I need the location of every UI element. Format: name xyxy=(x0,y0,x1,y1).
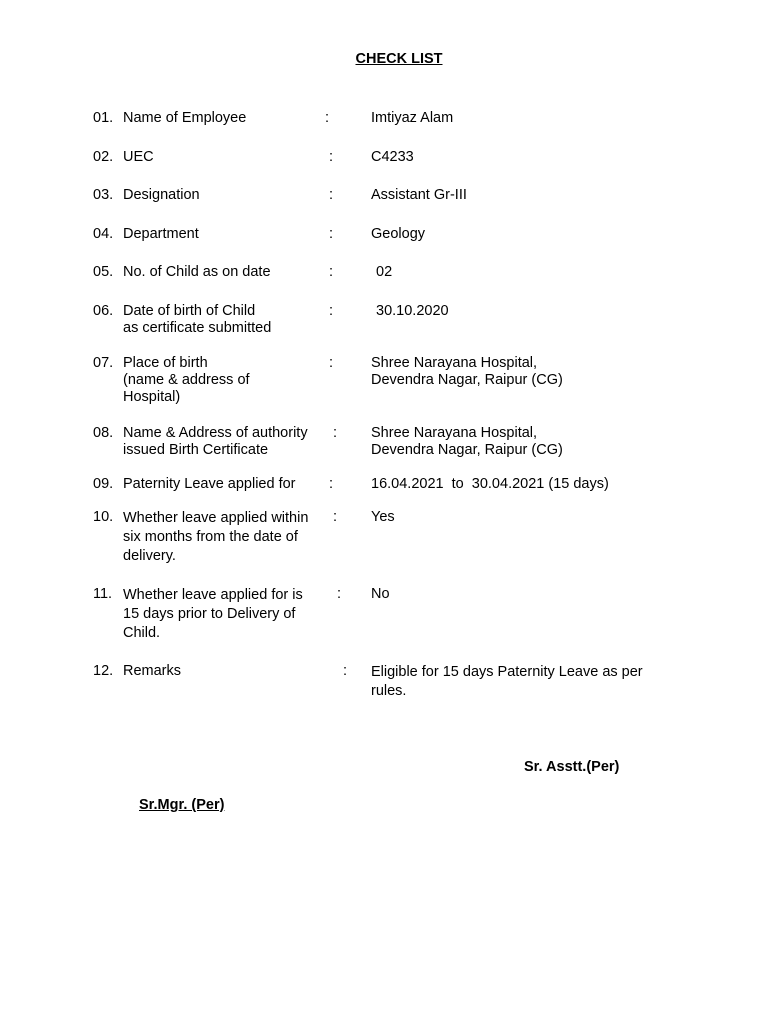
item-colon: : xyxy=(337,586,342,602)
item-label: No. of Child as on date xyxy=(123,264,271,280)
item-value: Eligible for 15 days Paternity Leave as per rules. xyxy=(371,664,643,699)
item-value: 16.04.2021 to 30.04.2021 (15 days) xyxy=(371,476,609,492)
item-colon: : xyxy=(329,264,334,280)
item-number: 06. xyxy=(93,303,114,319)
item-number: 04. xyxy=(93,226,114,242)
item-colon: : xyxy=(333,425,338,441)
item-number: 10. xyxy=(93,509,114,525)
item-colon: : xyxy=(329,355,334,371)
item-value: 30.10.2020 xyxy=(376,303,449,319)
item-colon: : xyxy=(333,509,338,525)
item-label: Designation xyxy=(123,187,200,203)
item-label: Place of birth (name & address of Hospital) xyxy=(123,355,250,405)
item-colon: : xyxy=(329,149,334,165)
page-title: CHECK LIST xyxy=(355,51,443,67)
signature-sr-asstt: Sr. Asstt.(Per) xyxy=(524,759,620,775)
item-colon: : xyxy=(343,663,348,679)
item-label: Name & Address of authority issued Birth Certificate xyxy=(123,425,308,458)
item-number: 08. xyxy=(93,425,114,441)
item-number: 09. xyxy=(93,476,114,492)
item-number: 07. xyxy=(93,355,114,371)
item-number: 02. xyxy=(93,149,114,165)
item-label: Remarks xyxy=(123,663,182,679)
item-label: Whether leave applied within six months from the date of delivery. xyxy=(123,510,309,564)
item-colon: : xyxy=(329,226,334,242)
item-value: C4233 xyxy=(371,149,414,165)
item-colon: : xyxy=(329,303,334,319)
item-label: Date of birth of Child as certificate submitted xyxy=(123,303,272,336)
item-number: 01. xyxy=(93,110,114,126)
item-value: Imtiyaz Alam xyxy=(371,110,454,126)
item-colon: : xyxy=(329,476,334,492)
item-label: Department xyxy=(123,226,199,242)
item-number: 12. xyxy=(93,663,114,679)
item-value: Shree Narayana Hospital, Devendra Nagar, Raipur (CG) xyxy=(371,355,563,388)
item-label: Paternity Leave applied for xyxy=(123,476,296,492)
item-value: Shree Narayana Hospital, Devendra Nagar, Raipur (CG) xyxy=(371,425,563,458)
item-label: Whether leave applied for is 15 days prior to Delivery of Child. xyxy=(123,587,303,641)
item-label: UEC xyxy=(123,149,154,165)
item-value: Geology xyxy=(371,226,426,242)
item-colon: : xyxy=(325,110,330,126)
item-label: Name of Employee xyxy=(123,110,247,126)
item-number: 03. xyxy=(93,187,114,203)
item-value: 02 xyxy=(376,264,393,280)
item-number: 11. xyxy=(93,586,113,602)
item-value: Yes xyxy=(371,509,395,525)
item-value: Assistant Gr-III xyxy=(371,187,467,203)
item-colon: : xyxy=(329,187,334,203)
item-value: No xyxy=(371,586,390,602)
signature-sr-mgr: Sr.Mgr. (Per) xyxy=(139,797,225,813)
item-number: 05. xyxy=(93,264,114,280)
